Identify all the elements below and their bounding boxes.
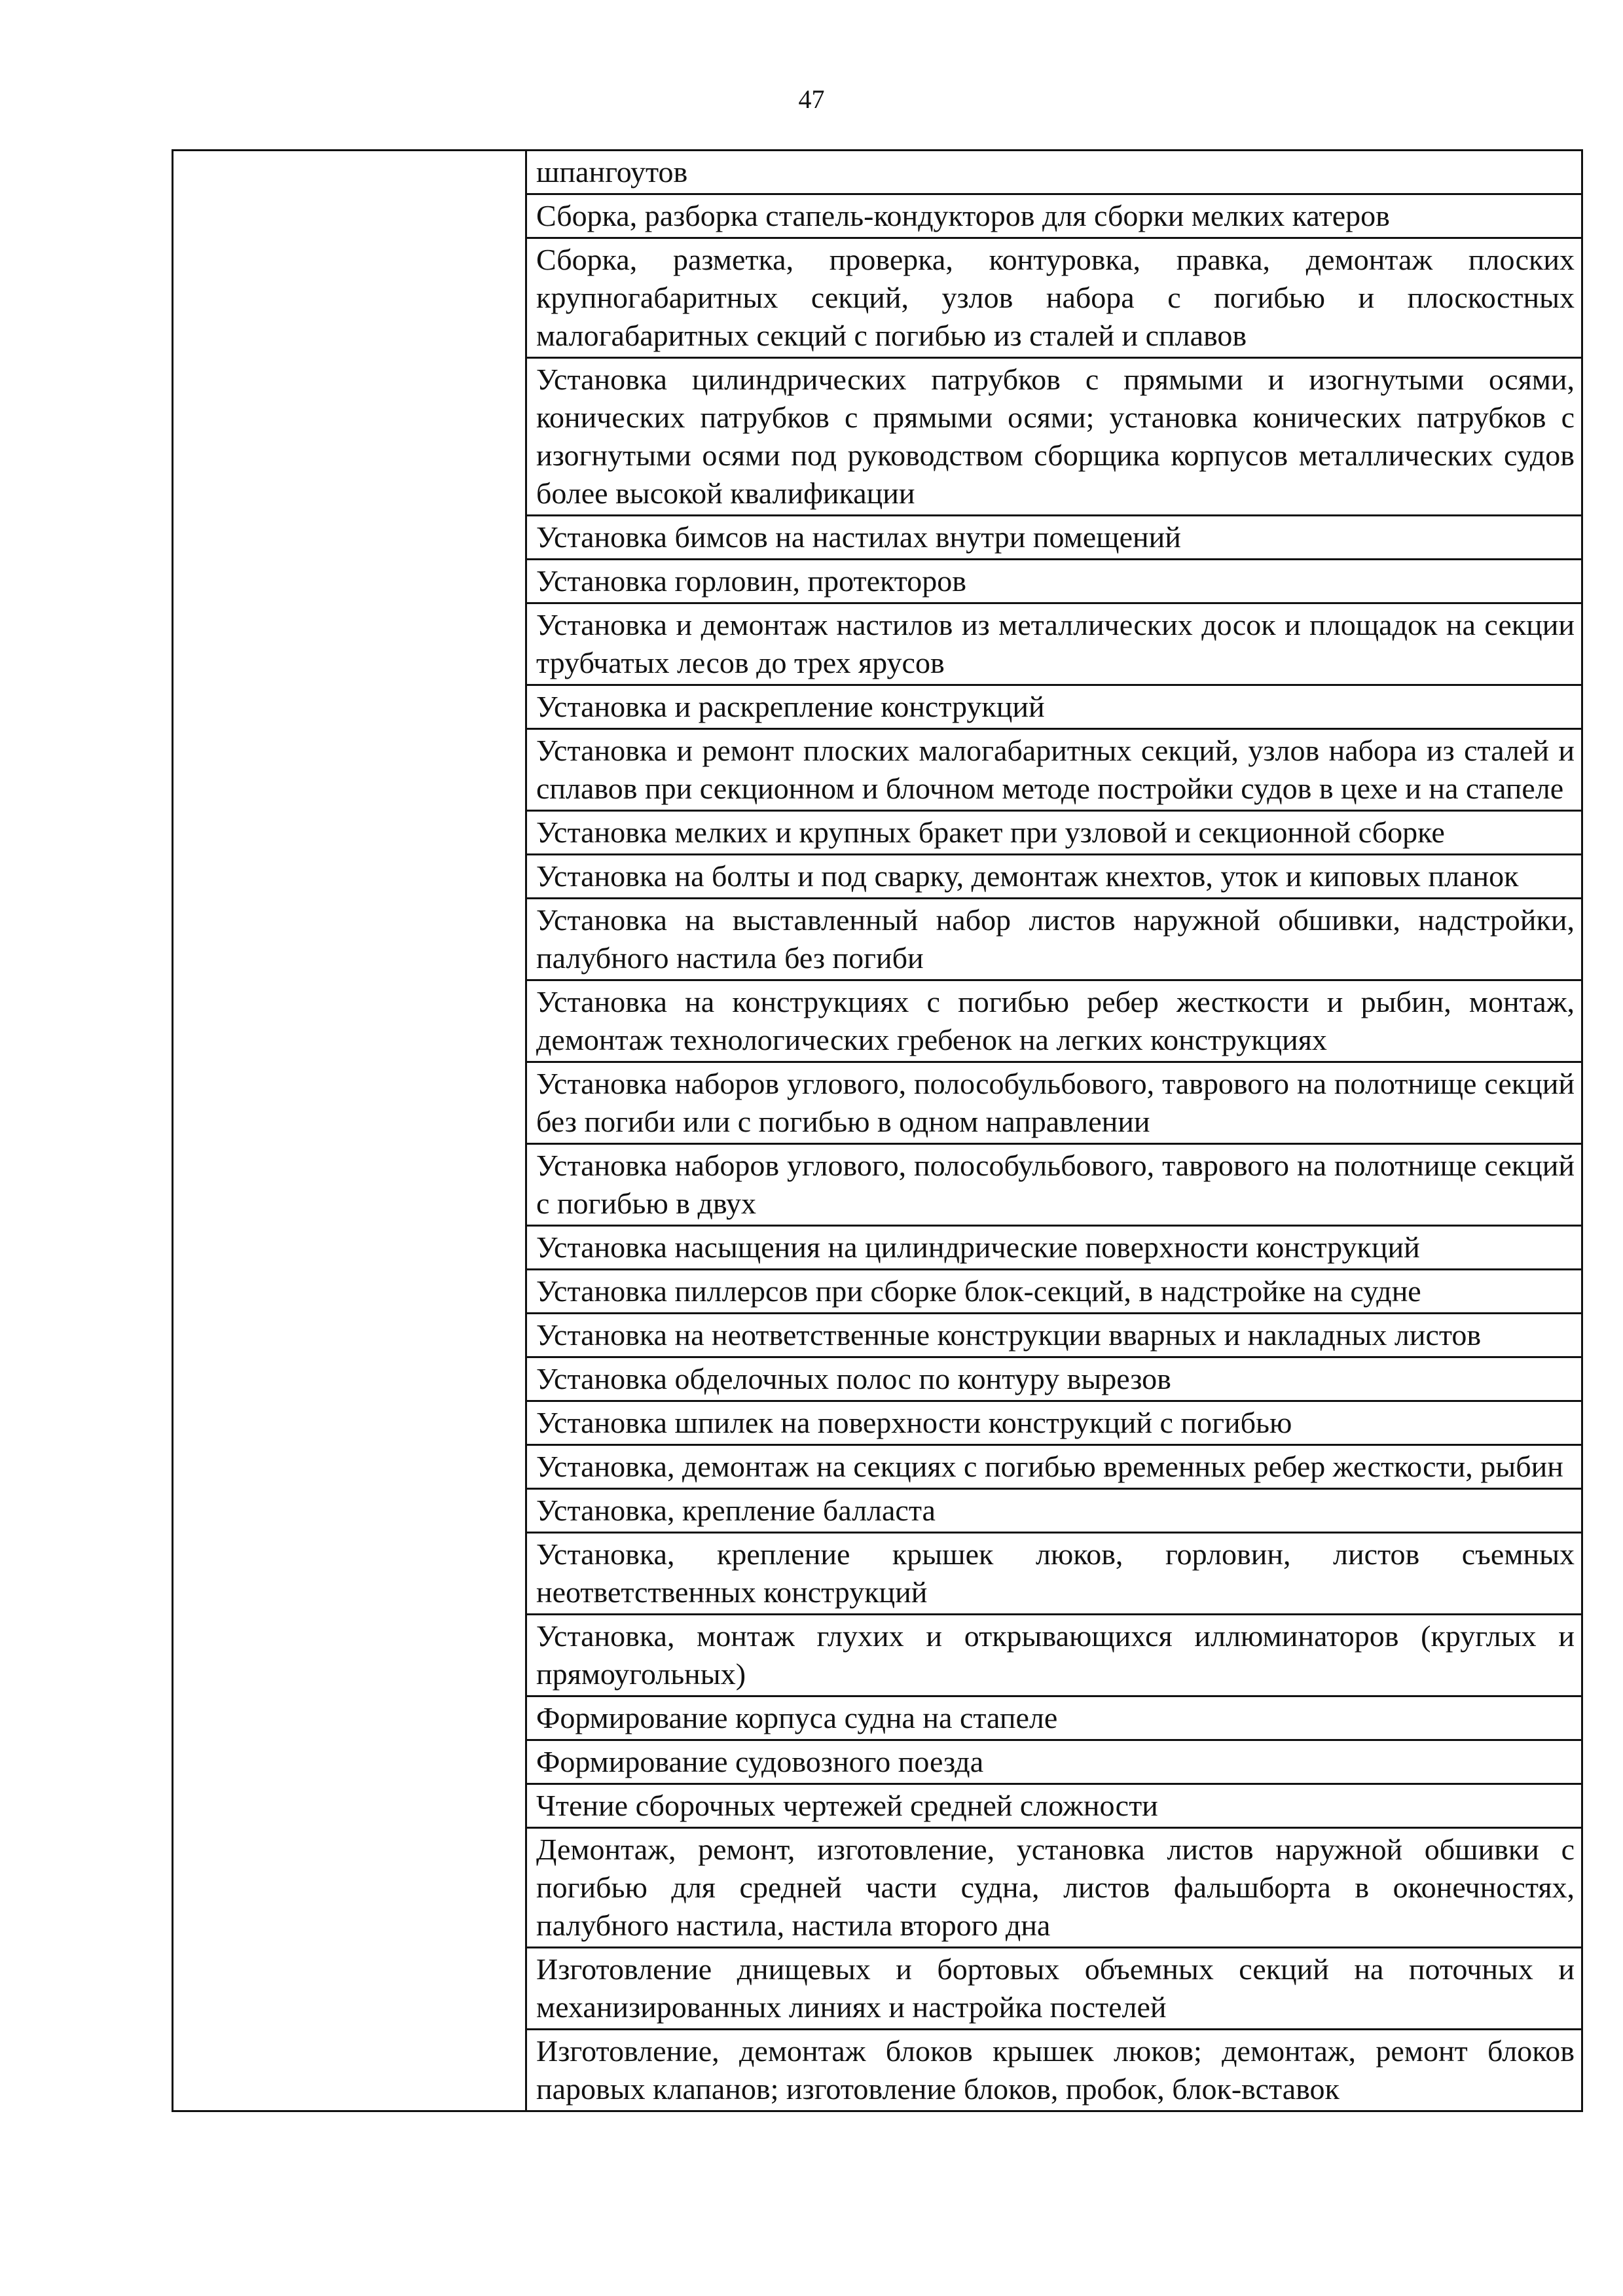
work-item-cell	[526, 560, 1582, 603]
work-item-cell	[526, 516, 1582, 560]
work-item-text: шпангоутов	[536, 155, 688, 188]
table-body	[173, 151, 1582, 2111]
work-item-text: Сборка, разметка, проверка, контуровка, правка, демонтаж плоских крупногабаритных секций, узлов набора с погибью и плоскостных малогабаритных секций с погибью из сталей и сплавов	[536, 243, 1575, 352]
work-item-text: Установка и демонтаж настилов из металлических досок и площадок на секции трубчатых лесов до трех ярусов	[536, 608, 1575, 679]
work-item-text: Установка шпилек на поверхности конструкций с погибью	[536, 1406, 1292, 1439]
work-item-text: Чтение сборочных чертежей средней сложности	[536, 1789, 1158, 1822]
work-item-cell	[526, 194, 1582, 238]
work-item-text: Установка горловин, протекторов	[536, 564, 966, 598]
work-item-text: Установка насыщения на цилиндрические поверхности конструкций	[536, 1230, 1420, 1264]
work-item-text: Установка, демонтаж на секциях с погибью временных ребер жесткости, рыбин	[536, 1450, 1563, 1483]
work-item-cell	[526, 603, 1582, 685]
work-item-cell	[526, 1489, 1582, 1533]
work-item-text: Установка, крепление крышек люков, горловин, листов съемных неответственных конструкций	[536, 1537, 1575, 1609]
work-item-cell	[526, 1533, 1582, 1615]
work-item-text: Изготовление днищевых и бортовых объемных секций на поточных и механизированных линиях и настройка постелей	[536, 1952, 1575, 2024]
work-item-text: Установка на болты и под сварку, демонтаж кнехтов, уток и киповых планок	[536, 859, 1519, 893]
work-item-cell	[526, 1401, 1582, 1445]
work-item-cell	[526, 358, 1582, 516]
work-item-text: Установка обделочных полос по контуру вырезов	[536, 1362, 1171, 1395]
work-item-cell	[526, 1226, 1582, 1270]
work-item-cell	[526, 1062, 1582, 1144]
work-item-cell	[526, 1828, 1582, 1948]
work-item-text: Установка пиллерсов при сборке блок-секций, в надстройке на судне	[536, 1274, 1421, 1308]
table-row	[173, 151, 1582, 194]
work-item-text: Установка, монтаж глухих и открывающихся иллюминаторов (круглых и прямоугольных)	[536, 1619, 1575, 1691]
work-item-text: Установка на конструкциях с погибью ребер жесткости и рыбин, монтаж, демонтаж технологических гребенок на легких конструкциях	[536, 985, 1575, 1056]
work-item-cell	[526, 238, 1582, 358]
work-item-cell	[526, 1948, 1582, 2030]
work-item-text: Установка наборов углового, полособульбового, таврового на полотнище секций с погибью в двух	[536, 1149, 1575, 1220]
work-item-text: Установка на выставленный набор листов наружной обшивки, надстройки, палубного настила без погиби	[536, 903, 1575, 975]
work-item-cell	[526, 729, 1582, 811]
work-item-text: Формирование судовозного поезда	[536, 1745, 984, 1778]
work-item-text: Установка и ремонт плоских малогабаритных секций, узлов набора из сталей и сплавов при секционном и блочном методе постройки судов в цехе и на стапеле	[536, 734, 1575, 805]
work-item-cell	[526, 980, 1582, 1062]
work-item-text: Установка цилиндрических патрубков с прямыми и изогнутыми осями, конических патрубков с прямыми осями; установка конических патрубков с изогнутыми осями под руководством сборщика корпусов металлических судов более высокой квалификации	[536, 363, 1575, 510]
work-item-text: Изготовление, демонтаж блоков крышек люков; демонтаж, ремонт блоков паровых клапанов; изготовление блоков, пробок, блок-вставок	[536, 2034, 1575, 2106]
work-item-cell	[526, 855, 1582, 899]
work-item-cell	[526, 1445, 1582, 1489]
work-item-cell	[526, 899, 1582, 980]
work-item-cell	[526, 1357, 1582, 1401]
work-item-text: Установка мелких и крупных бракет при узловой и секционной сборке	[536, 816, 1445, 849]
work-item-cell	[526, 1144, 1582, 1226]
page-number: 47	[798, 84, 825, 114]
work-item-cell	[526, 811, 1582, 855]
work-item-cell	[526, 1740, 1582, 1784]
work-item-cell	[526, 1314, 1582, 1357]
work-item-text: Установка бимсов на настилах внутри помещений	[536, 520, 1181, 554]
work-item-text: Демонтаж, ремонт, изготовление, установка листов наружной обшивки с погибью для средней части судна, листов фальшборта в оконечностях, палубного настила, настила второго дна	[536, 1833, 1575, 1942]
work-item-text: Формирование корпуса судна на стапеле	[536, 1701, 1058, 1734]
work-item-text: Сборка, разборка стапель-кондукторов для сборки мелких катеров	[536, 199, 1390, 232]
work-item-text: Установка и раскрепление конструкций	[536, 690, 1045, 723]
work-item-cell	[526, 685, 1582, 729]
work-item-text: Установка на неответственные конструкции вварных и накладных листов	[536, 1318, 1482, 1352]
work-item-cell	[526, 151, 1582, 194]
work-item-cell	[526, 2030, 1582, 2111]
work-item-cell	[526, 1270, 1582, 1314]
work-items-table	[172, 149, 1583, 2112]
work-item-text: Установка наборов углового, полособульбового, таврового на полотнище секций без погиби или с погибью в одном направлении	[536, 1067, 1575, 1138]
work-item-text: Установка, крепление балласта	[536, 1494, 936, 1527]
empty-left-cell	[173, 151, 526, 2111]
work-item-cell	[526, 1784, 1582, 1828]
work-item-cell	[526, 1696, 1582, 1740]
work-item-cell	[526, 1615, 1582, 1696]
